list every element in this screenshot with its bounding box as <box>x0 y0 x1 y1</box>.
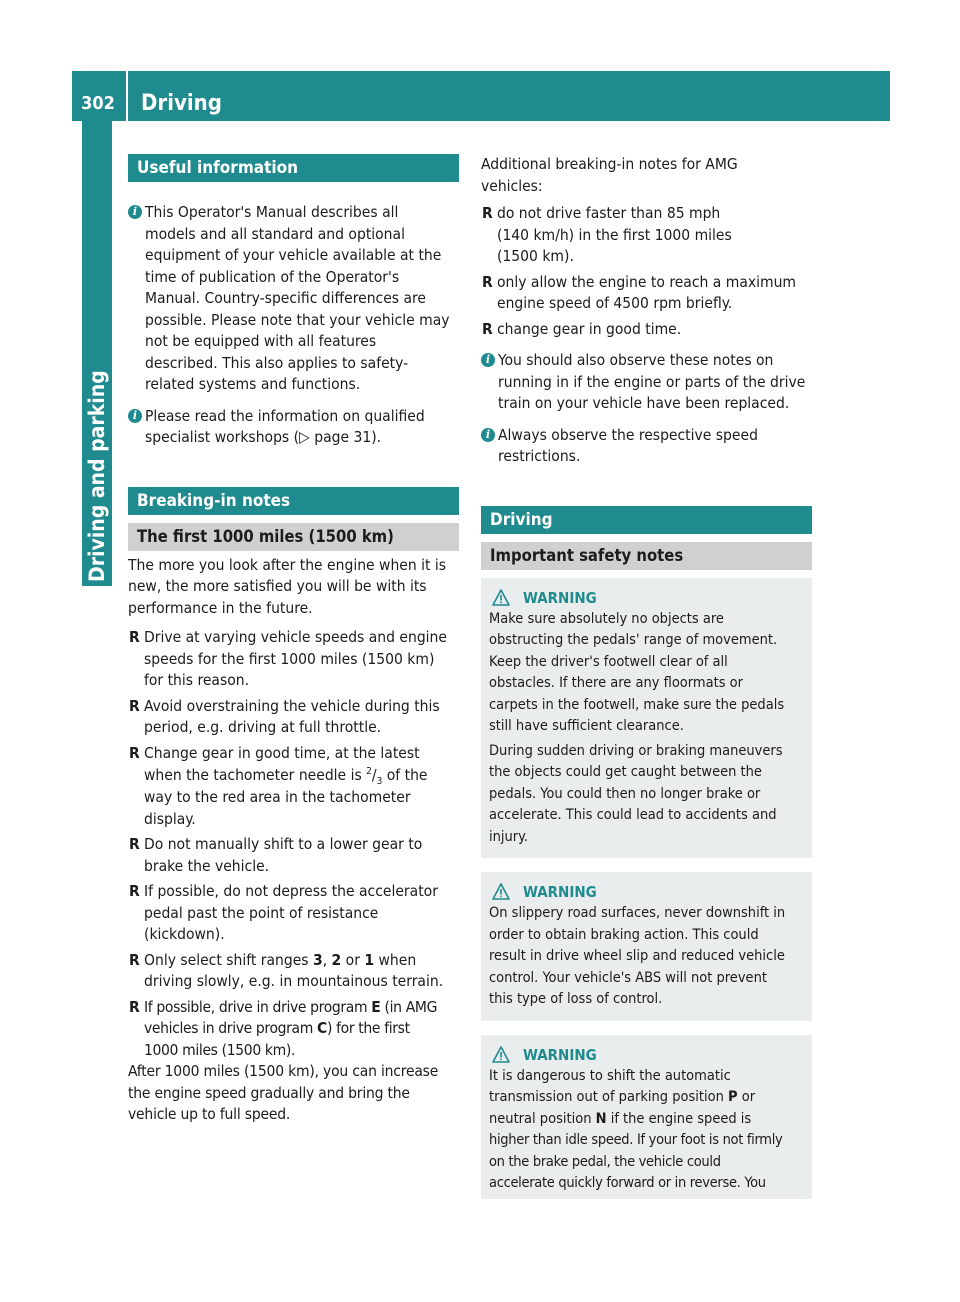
list-item-text <box>497 203 812 268</box>
warning-triangle-icon <box>492 1046 510 1063</box>
text-line: result in drive wheel slip and reduced vehicle <box>489 948 785 964</box>
warning-text <box>489 741 804 849</box>
list-item-text <box>144 834 459 877</box>
text-lines <box>144 787 459 830</box>
text-line: engine speed of 4500 rpm briefly. <box>497 294 733 312</box>
warning-header <box>489 587 804 609</box>
list-item: R If possible, drive in drive program E (in AMG vehicles in drive program C) for the first 1000 miles (1500 km). <box>128 997 459 1062</box>
text-line: vehicle up to full speed. <box>128 1105 291 1123</box>
text-line: change gear in good time. <box>497 319 682 338</box>
list-item: R do not drive faster than 85 mph (140 km/h) in the first 1000 miles (1500 km). <box>481 203 812 268</box>
text-line: Do not manually shift to a lower gear to <box>144 835 423 853</box>
text-line: not be equipped with all features <box>145 332 377 350</box>
text-line: still have sufficient clearance. <box>489 718 684 734</box>
paragraph-intro <box>128 555 459 620</box>
warning-triangle-icon <box>492 589 510 606</box>
text-line: vehicles: <box>481 176 543 195</box>
text-line: higher than idle speed. If your foot is not firmly <box>489 1132 783 1148</box>
text-line: equipment of your vehicle available at the <box>145 246 442 264</box>
text-line: On slippery road surfaces, never downshift in <box>489 905 786 921</box>
info-text <box>145 406 459 449</box>
info-icon: i <box>481 428 495 442</box>
text-line: specialist workshops (▷ page 31). <box>145 428 382 446</box>
text-line: on the brake pedal, the vehicle could <box>489 1153 721 1170</box>
info-note-speed <box>481 425 812 468</box>
text-line: The more you look after the engine when it is <box>128 555 447 574</box>
text-line: Avoid overstraining the vehicle during this <box>144 696 440 715</box>
list-item: R Avoid overstraining the vehicle during this period, e.g. driving at full throttle. <box>128 696 459 739</box>
text-line: order to obtain braking action. This could <box>489 926 759 943</box>
paragraph-outro <box>128 1061 459 1126</box>
text-line: injury. <box>489 828 528 845</box>
section-heading-breaking-in: Breaking-in notes <box>128 487 459 515</box>
list-item: R Drive at varying vehicle speeds and engine speeds for the first 1000 miles (1500 km) for this reason. <box>128 627 459 692</box>
warning-text <box>489 1130 804 1195</box>
text-line: Only select shift ranges 3, 2 or 1 when <box>144 950 417 969</box>
text-line: During sudden driving or braking maneuvers <box>489 742 783 759</box>
list-item-text <box>144 950 459 993</box>
warning-label: WARNING <box>523 883 597 901</box>
text-line: If possible, drive in drive program E (in AMG <box>144 997 438 1016</box>
text-line: carpets in the footwell, make sure the pedals <box>489 696 785 713</box>
info-text <box>145 202 459 396</box>
text-line: 1000 miles (1500 km). <box>144 1040 296 1059</box>
section-heading-useful: Useful information <box>128 154 459 182</box>
warning-text <box>489 903 804 1011</box>
list-item: R If possible, do not depress the accelerator pedal past the point of resistance (kickdown). <box>128 881 459 946</box>
subheading-safety-notes: Important safety notes <box>481 542 812 570</box>
text-line: display. <box>144 809 196 828</box>
warning-label: WARNING <box>523 1045 597 1064</box>
text-line: control. Your vehicle's ABS will not prevent <box>489 969 767 986</box>
info-icon: i <box>128 409 142 423</box>
info-icon: i <box>128 205 142 219</box>
text-line: Additional breaking-in notes for AMG <box>481 155 738 173</box>
text-line: described. This also applies to safety- <box>145 353 409 372</box>
text-line: obstructing the pedals' range of movement. <box>489 632 778 648</box>
info-note-manual <box>128 202 459 396</box>
text-line: If possible, do not depress the accelerator <box>144 882 438 900</box>
text-line: Drive at varying vehicle speeds and engine <box>144 628 447 646</box>
warning-text-line: neutral position N if the engine speed is <box>489 1110 752 1127</box>
warning-box <box>481 578 812 859</box>
text-line: Keep the driver's footwell clear of all <box>489 653 728 670</box>
info-text <box>498 350 812 415</box>
text-line: only allow the engine to reach a maximum <box>497 272 797 291</box>
warning-text <box>489 609 804 738</box>
list-item-text <box>497 319 812 341</box>
list-item: R Change gear in good time, at the latest when the tachometer needle is $^2/_3$ of the way to the red area in the tachometer display. <box>128 743 459 831</box>
side-tab-label: Driving and parking <box>85 370 109 582</box>
text-line: models and all standard and optional <box>145 224 405 243</box>
list-item: R only allow the engine to reach a maximum engine speed of 4500 rpm briefly. <box>481 272 812 315</box>
text-line: do not drive faster than 85 mph <box>497 204 721 222</box>
header-divider <box>126 71 128 121</box>
text-line: this type of loss of control. <box>489 991 663 1007</box>
text-line: Manual. Country-specific differences are <box>145 289 426 307</box>
list-item-text <box>144 743 459 831</box>
text-line: brake the vehicle. <box>144 856 270 875</box>
text-line: vehicles in drive program C) for the first <box>144 1019 410 1037</box>
text-line: Please read the information on qualified <box>145 406 425 425</box>
subheading-first-1000-miles: The first 1000 miles (1500 km) <box>128 523 459 551</box>
list-item-text <box>144 881 459 946</box>
list-item-text <box>497 272 812 315</box>
text-line: when the tachometer needle is $^2/_3$ of the <box>144 765 428 788</box>
text-line: the engine speed gradually and bring the <box>128 1083 410 1102</box>
warning-header <box>489 881 804 903</box>
text-line: After 1000 miles (1500 km), you can increase <box>128 1062 439 1080</box>
list-item-text <box>144 997 459 1062</box>
text-line: This Operator's Manual describes all <box>145 203 399 221</box>
text-line: obstacles. If there are any floormats or <box>489 675 743 691</box>
text-line: time of publication of the Operator's <box>145 267 400 286</box>
list-item-text <box>144 627 459 692</box>
paragraph-amg-intro <box>481 154 812 197</box>
text-line: train on your vehicle have been replaced. <box>498 394 790 412</box>
text-line: the objects could get caught between the <box>489 764 762 780</box>
list-item-text <box>144 696 459 739</box>
text-line: period, e.g. driving at full throttle. <box>144 718 382 736</box>
text-line: possible. Please note that your vehicle may <box>145 310 450 329</box>
text-line: Always observe the respective speed <box>498 425 758 444</box>
text-line: for this reason. <box>144 671 250 689</box>
page-title: Driving <box>141 91 222 116</box>
warning-header <box>489 1044 804 1066</box>
warning-label: WARNING <box>523 588 597 607</box>
list-item: R change gear in good time. <box>481 319 812 341</box>
text-line: accelerate quickly forward or in reverse. You <box>489 1175 766 1191</box>
list-item: R Only select shift ranges 3, 2 or 1 when driving slowly, e.g. in mountainous terrain. <box>128 950 459 993</box>
text-line: performance in the future. <box>128 598 313 617</box>
text-line: new, the more satisfied you will be with its <box>128 577 427 595</box>
info-note-workshops <box>128 406 459 449</box>
left-column <box>128 154 459 1126</box>
text-line: Make sure absolutely no objects are <box>489 610 724 627</box>
text-line: (140 km/h) in the first 1000 miles <box>497 225 732 244</box>
text-line: way to the red area in the tachometer <box>144 788 411 806</box>
list-item: R Do not manually shift to a lower gear to brake the vehicle. <box>128 834 459 877</box>
text-line: driving slowly, e.g. in mountainous terrain. <box>144 972 444 990</box>
warning-box <box>481 872 812 1021</box>
text-line: accelerate. This could lead to accidents and <box>489 807 777 823</box>
warning-text-line: transmission out of parking position P or <box>489 1089 756 1105</box>
text-line: speeds for the first 1000 miles (1500 km) <box>144 649 435 668</box>
section-heading-driving: Driving <box>481 506 812 534</box>
text-line: (kickdown). <box>144 925 225 943</box>
right-column <box>481 154 812 1199</box>
warning-text-line: It is dangerous to shift the automatic <box>489 1067 731 1084</box>
text-line: related systems and functions. <box>145 375 361 393</box>
info-icon: i <box>481 353 495 367</box>
text-line: running in if the engine or parts of the drive <box>498 372 806 391</box>
info-note-running-in <box>481 350 812 415</box>
text-line: Change gear in good time, at the latest <box>144 743 420 762</box>
text-line: (1500 km). <box>497 247 574 265</box>
warning-triangle-icon <box>492 883 510 900</box>
text-line: You should also observe these notes on <box>498 351 774 369</box>
text-line: pedals. You could then no longer brake or <box>489 785 761 802</box>
info-text <box>498 425 812 468</box>
text-line: pedal past the point of resistance <box>144 903 379 922</box>
text-line: restrictions. <box>498 447 581 465</box>
page-number: 302 <box>81 93 115 114</box>
warning-box <box>481 1035 812 1199</box>
